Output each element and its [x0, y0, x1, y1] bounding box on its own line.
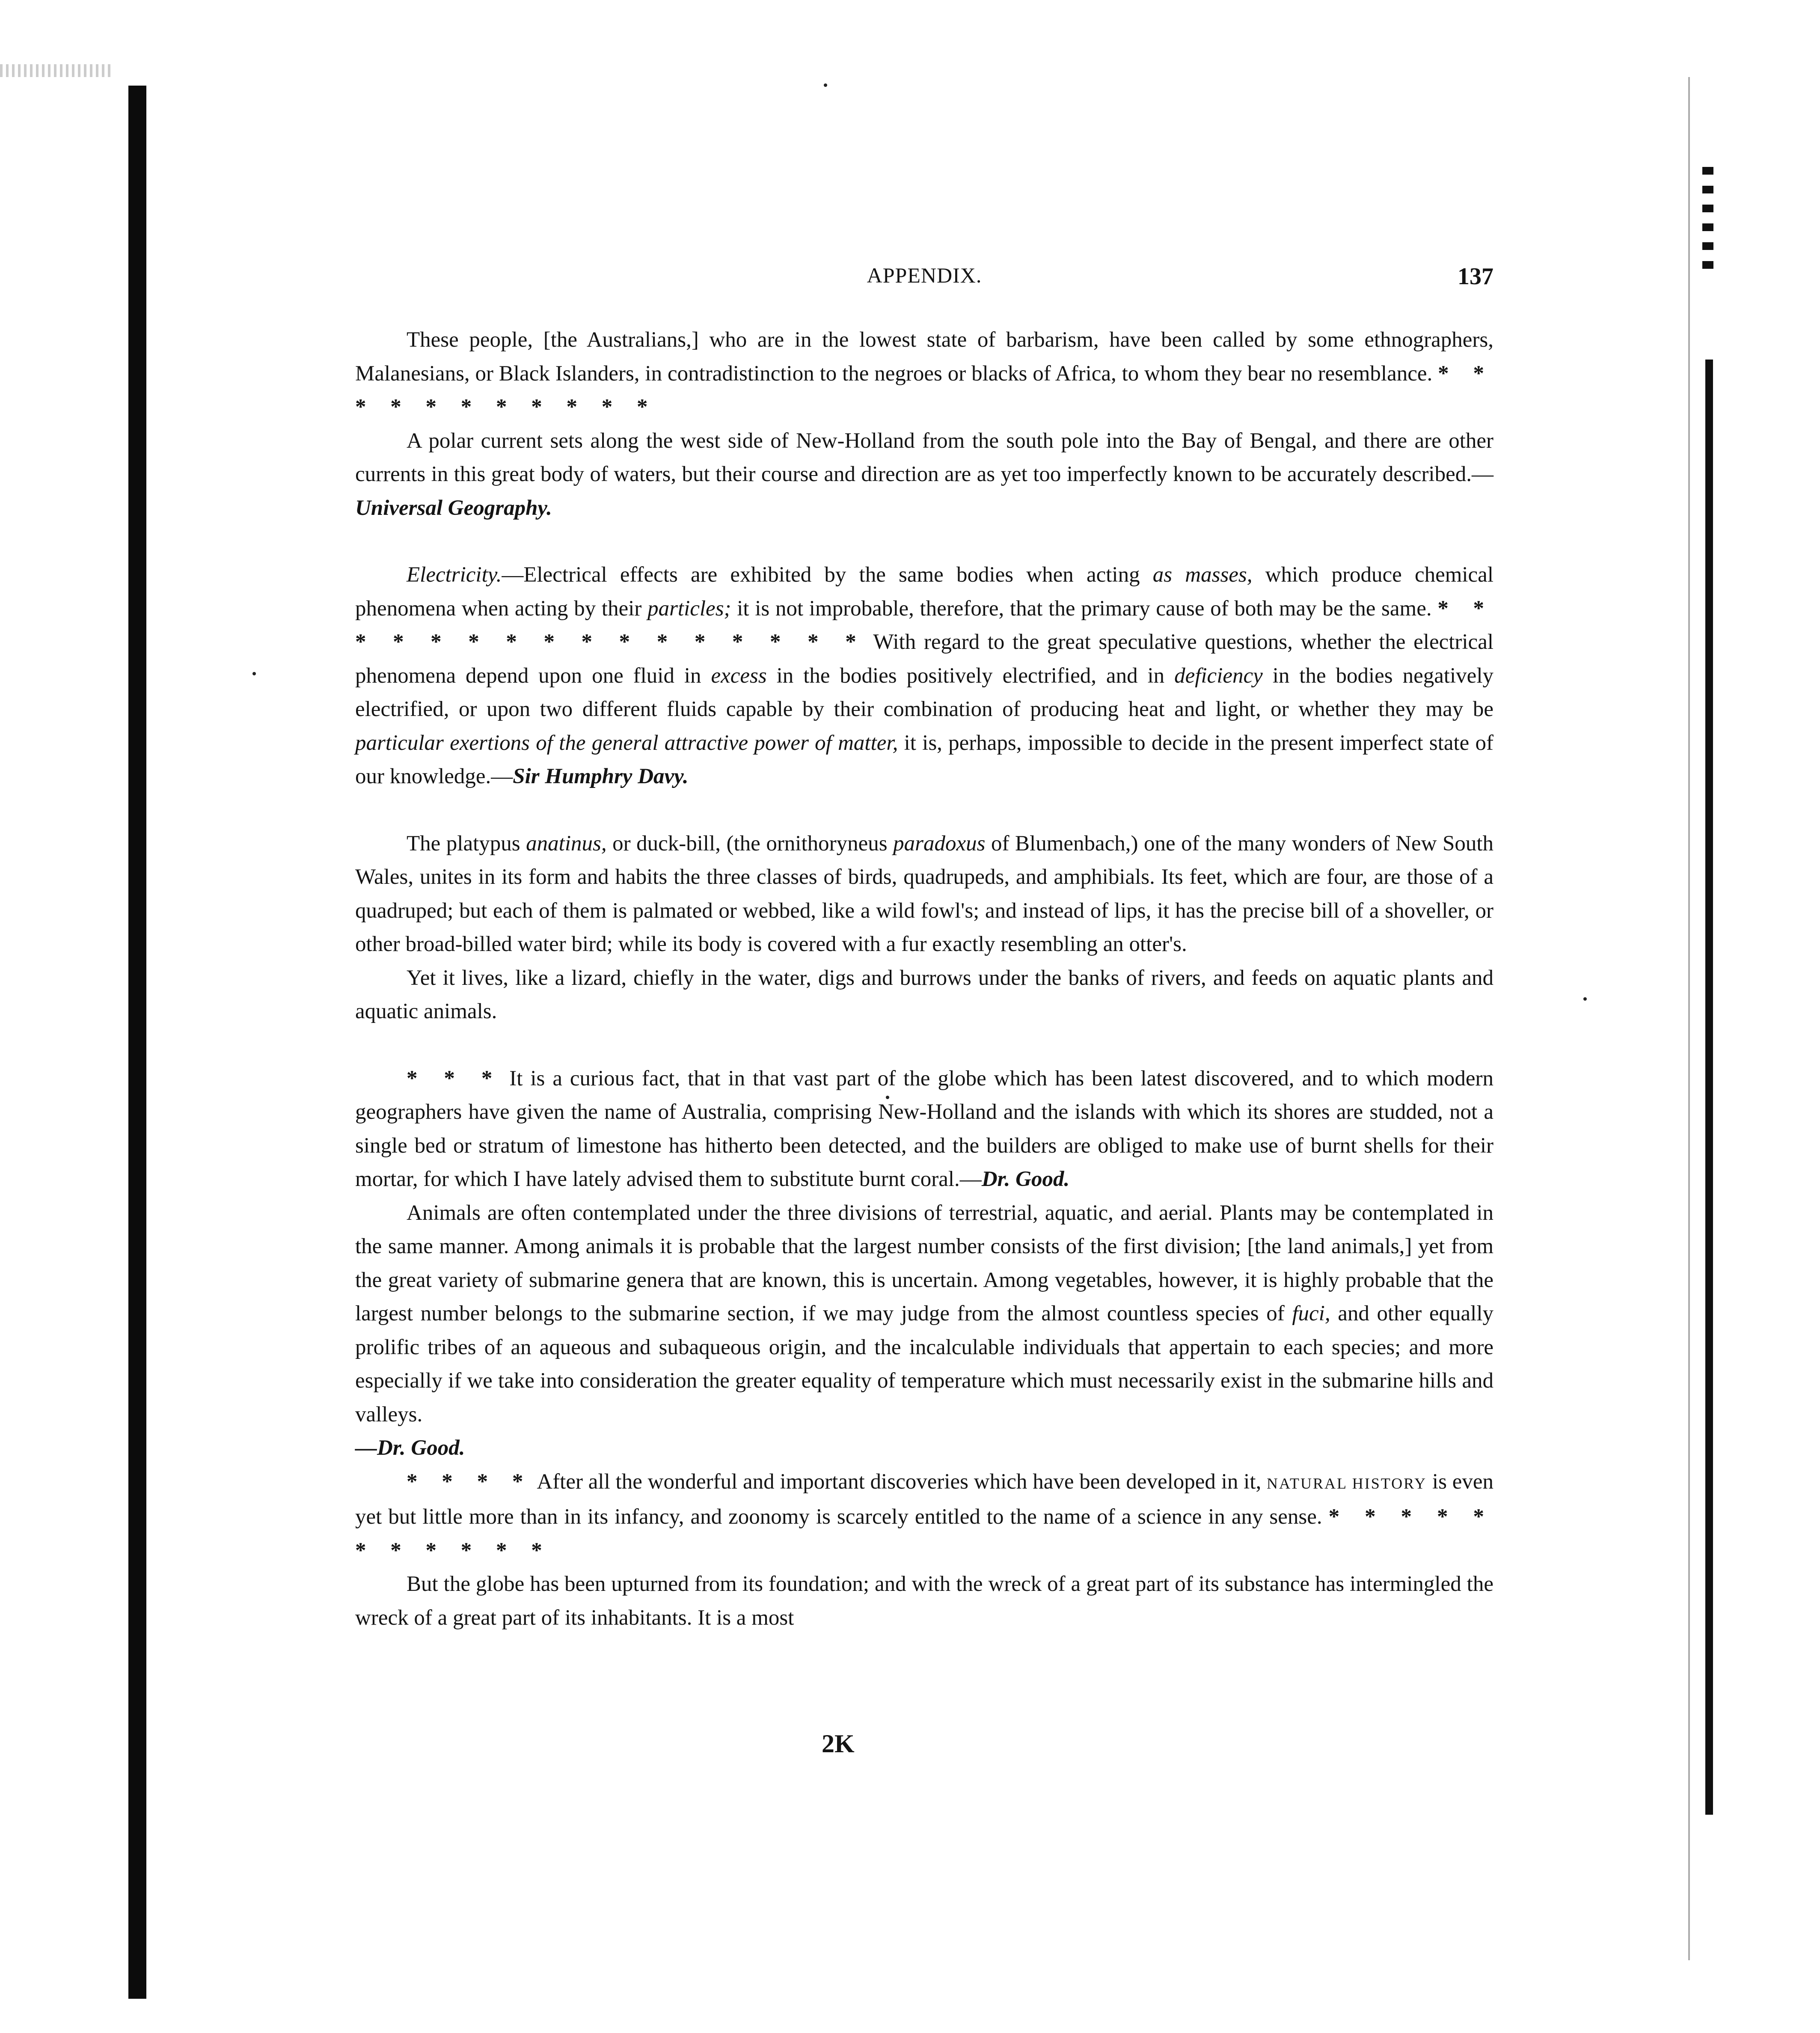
paragraph-limestone: * * * It is a curious fact, that in that vast part of the globe which has been latest discovered, and to which modern geographers have given the name of Australia, comprising New-Holland and the islands with which its shores are studded, not a single bed or stratum of limestone has hitherto been detected, and the builders are obliged to make use of burnt shells for their mortar, for which I have lately advised them to substitute burnt coral.—Dr. Good.	[355, 1066, 1493, 1191]
left-binding-shadow	[128, 86, 146, 1999]
source-attribution: Dr. Good.	[981, 1167, 1070, 1191]
asterisk-ellipsis: * * * * * * * * * * *	[355, 1505, 1493, 1563]
paragraph-divisions: Animals are often contemplated under the three divisions of terrestrial, aquatic, and aerial. Plants may be contemplated in the same manner. Among animals it is probable that the largest number consists of the first division; [the land animals,] yet from the great variety of submarine genera that are known, this is uncertain. Among vegetables, however, it is highly probable that the largest number belongs to the submarine section, if we may judge from the almost countless species of fuci, and other equally prolific tribes of an aqueous and subaqueous origin, and the incalculable individuals that appertain to each species; and more especially if we take into consideration the greater equality of temperature which must necessarily exist in the submarine hills and valleys. —Dr. Good.	[355, 1201, 1493, 1460]
asterisk-ellipsis: * * * * * * * * * * *	[355, 361, 1494, 419]
scan-speck	[824, 83, 827, 87]
body-text	[355, 323, 1493, 1635]
paragraph-electricity: Electricity.—Electrical effects are exhibited by the same bodies when acting as masses, which produce chemical phenomena when acting by their particles; it is not improbable, therefore, that the primary cause of both may be the same. * * * * * * * * * * * * * * * * With regard to the great speculative questions, whether the electrical phenomena depend upon one fluid in excess in the bodies positively electrified, and in deficiency in the bodies negatively electrified, or upon two different fluids capable by their combination of producing heat and light, or whether they may be particular exertions of the general attractive power of matter, it is, perhaps, impossible to decide in the present imperfect state of our knowledge.—Sir Humphry Davy.	[355, 563, 1494, 788]
scan-speck	[252, 672, 256, 675]
scan-speck	[1583, 997, 1587, 1001]
section-lead: Electricity.	[407, 563, 502, 587]
page-header	[355, 263, 1493, 301]
running-head: APPENDIX.	[867, 263, 982, 287]
asterisk-ellipsis: * * *	[407, 1066, 502, 1091]
small-caps-term: NATURAL HISTORY	[1267, 1474, 1427, 1492]
paragraph-australians: These people, [the Australians,] who are in the lowest state of barbarism, have been called by some ethnographers, Malanesians, or Black Islanders, in contradistinction to the negroes or blacks of Africa, to whom they bear no resemblance. * * * * * * * * * * *	[355, 328, 1494, 419]
asterisk-ellipsis: * * * *	[407, 1469, 533, 1494]
asterisk-ellipsis: * * * * * * * * * * * * * * * *	[355, 596, 1494, 654]
paragraph-globe: But the globe has been upturned from its foundation; and with the wreck of a great part of its substance has intermingled the wreck of a great part of its inhabitants. It is a most	[355, 1572, 1493, 1630]
page-number: 137	[1458, 263, 1493, 290]
source-attribution: Universal Geography.	[355, 496, 552, 520]
source-attribution: Sir Humphry Davy.	[513, 764, 689, 788]
right-page-edge	[1688, 77, 1690, 1960]
paragraph-polar-current: A polar current sets along the west side of New-Holland from the south pole into the Bay of Bengal, and there are other currents in this great body of waters, but their course and direction are as yet too imperfectly known to be accurately described.—Universal Geography.	[355, 428, 1493, 520]
right-edge-marks	[1702, 167, 1713, 295]
signature-mark: 2K	[822, 1730, 855, 1758]
scan-edge-noise	[0, 64, 111, 77]
paragraph-platypus: The platypus anatinus, or duck-bill, (the ornithoryneus paradoxus of Blumenbach,) one of the many wonders of New South Wales, unites in its form and habits the three classes of birds, quadrupeds, and amphibials. Its feet, which are four, are those of a quadruped; but each of them is palmated or webbed, like a wild fowl's; and instead of lips, it has the precise bill of a shoveller, or other broad-billed water bird; while its body is covered with a fur exactly resembling an otter's.	[355, 831, 1493, 956]
source-attribution: —Dr. Good.	[355, 1436, 465, 1460]
right-binding-shadow	[1705, 360, 1713, 1815]
paragraph-platypus-habits: Yet it lives, like a lizard, chiefly in the water, digs and burrows under the banks of rivers, and feeds on aquatic plants and aquatic animals.	[355, 966, 1493, 1023]
paragraph-natural-history: * * * * After all the wonderful and important discoveries which have been developed in it, NATURAL HISTORY is even yet but little more than in its infancy, and zoonomy is scarcely entitled to the name of a science in any sense. * * * * * * * * * * *	[355, 1469, 1493, 1563]
